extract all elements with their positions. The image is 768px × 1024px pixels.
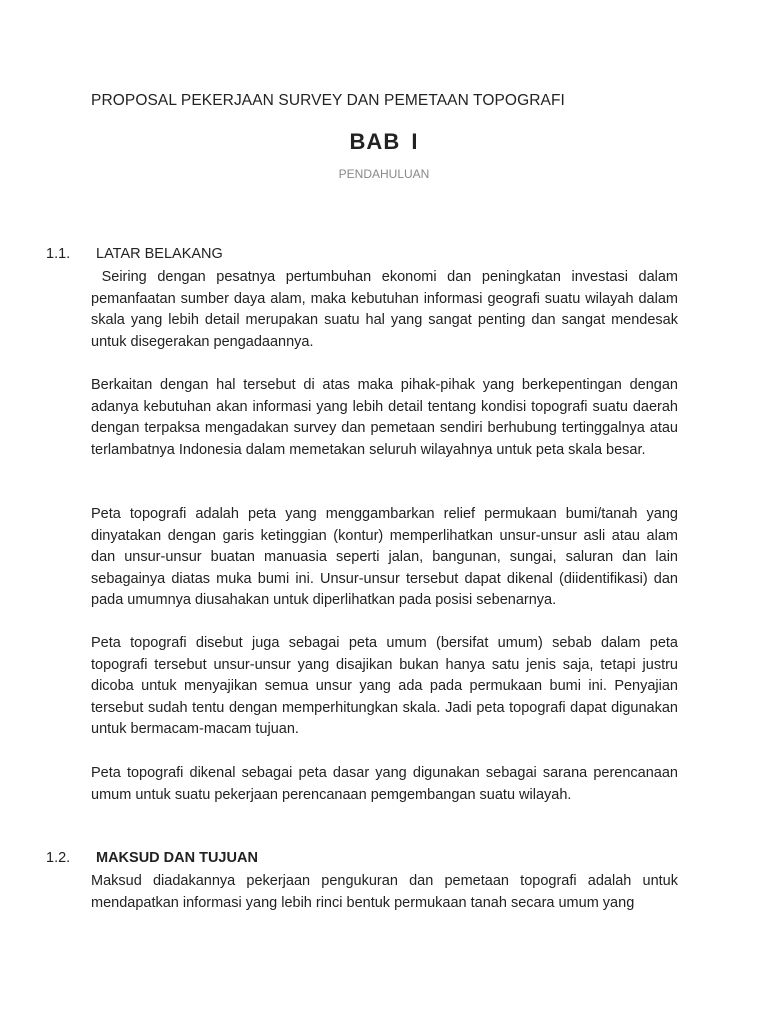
chapter-heading: BAB I [349, 129, 419, 154]
paragraph-latar-belakang-4: Peta topografi disebut juga sebagai peta umum (bersifat umum) sebab dalam peta topografi tersebut unsur-unsur yang disajikan bukan hanya satu jenis saja, tetapi justru dicoba untuk menyajikan semua unsur yang ada pada permukaan bumi ini. Penyajian tersebut sudah tentu dengan memperhitungkan skala. Jadi peta topografi dapat digunakan untuk bermacam-macam tujuan. [91, 635, 678, 738]
section-heading-maksud-dan-tujuan [46, 850, 258, 866]
section-title: LATAR BELAKANG [96, 246, 223, 262]
section-heading-latar-belakang [46, 246, 223, 262]
section-number: 1.2. [46, 850, 71, 866]
chapter-subtitle: PENDAHULUAN [338, 167, 430, 181]
paragraph-latar-belakang-1: Seiring dengan pesatnya pertumbuhan ekonomi dan peningkatan investasi dalam pemanfaatan sumber daya alam, maka kebutuhan informasi geografi suatu wilayah dalam skala yang lebih detail merupakan suatu hal yang sangat penting dan sangat mendesak untuk disegerakan pengadaannya. [91, 269, 683, 350]
section-title: MAKSUD DAN TUJUAN [96, 850, 258, 866]
paragraph-maksud-dan-tujuan-1: Maksud diadakannya pekerjaan pengukuran dan pemetaan topografi adalah untuk mendapatkan informasi yang lebih rinci bentuk permukaan tanah secara umum yang [91, 873, 678, 911]
paragraph-latar-belakang-2: Berkaitan dengan hal tersebut di atas maka pihak-pihak yang berkepentingan dengan adanya kebutuhan akan informasi yang lebih detail tentang kondisi topografi suatu daerah dengan terpaksa mengadakan survey dan pemetaan sendiri berhubung tertinggalnya atau terlambatnya Indonesia dalam memetakan seluruh wilayahnya untuk peta skala besar. [91, 377, 678, 458]
paragraph-latar-belakang-3: Peta topografi adalah peta yang menggambarkan relief permukaan bumi/tanah yang dinyatakan dengan garis ketinggian (kontur) memperlihatkan unsur-unsur asli atau alam dan unsur-unsur buatan manuasia seperti jalan, bangunan, sungai, saluran dan lain sebagainya diatas muka bumi ini. Unsur-unsur tersebut dapat dikenal (diidentifikasi) dan pada umumnya diusahakan untuk diperlihatkan pada posisi sebenarnya. [91, 506, 678, 609]
document-title: PROPOSAL PEKERJAAN SURVEY DAN PEMETAAN TOPOGRAFI [91, 92, 565, 109]
paragraph-latar-belakang-5: Peta topografi dikenal sebagai peta dasar yang digunakan sebagai sarana perencanaan umum untuk suatu pekerjaan perencanaan pemgembangan suatu wilayah. [91, 765, 678, 803]
section-number: 1.1. [46, 246, 71, 262]
